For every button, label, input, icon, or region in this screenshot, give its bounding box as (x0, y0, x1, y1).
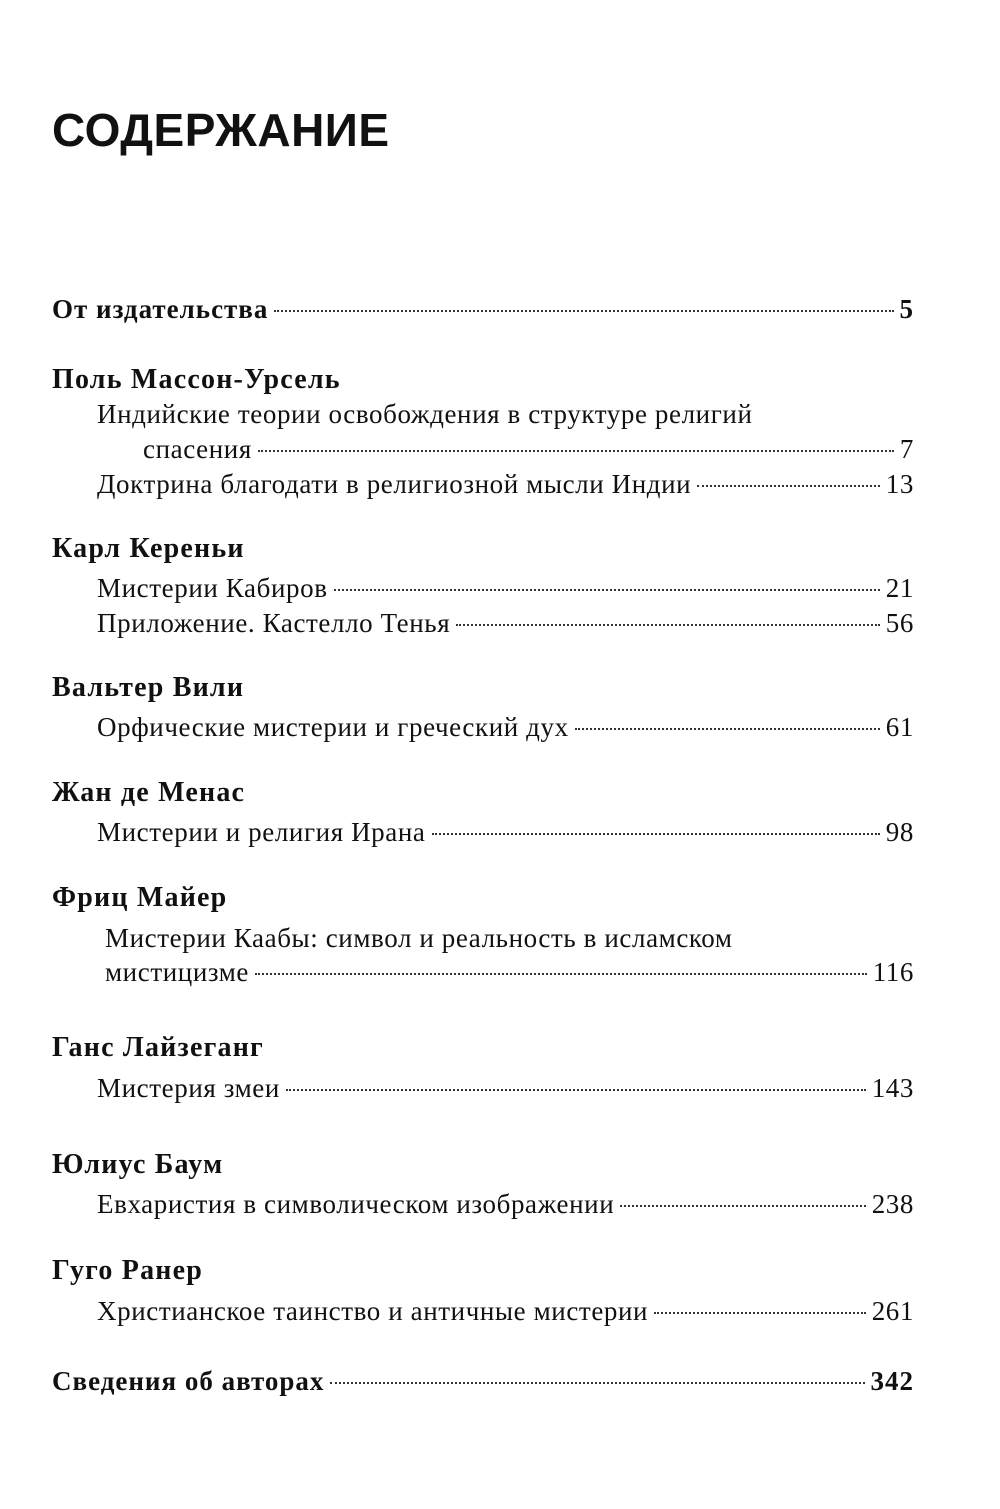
toc-page-number: 116 (872, 957, 914, 987)
author-heading: Юлиус Баум (52, 1149, 224, 1180)
toc-entry-label: Орфические мистерии и греческий дух (97, 712, 569, 742)
toc-page-number: 143 (871, 1073, 914, 1103)
dot-leader (697, 485, 880, 487)
dot-leader (456, 624, 880, 626)
toc-entry-label: От издательства (52, 294, 269, 324)
dot-leader (575, 728, 880, 730)
toc-page-number: 98 (885, 817, 914, 847)
toc-entry (97, 571, 914, 605)
toc-page-number: 21 (885, 573, 914, 603)
toc-entry (97, 710, 914, 744)
toc-entry-label: Мистерии Кабиров (97, 573, 328, 603)
toc-entry-label: Христианское таинство и античные мистерии (97, 1296, 649, 1326)
toc-entry-label: Доктрина благодати в религиозной мысли Индии (97, 469, 692, 499)
dot-leader (255, 973, 867, 975)
toc-entry (143, 432, 914, 466)
dot-leader (274, 310, 893, 312)
author-heading: Вальтер Вили (52, 672, 245, 703)
toc-page-number: 7 (899, 434, 914, 464)
dot-leader (258, 450, 894, 452)
toc-entry-label: мистицизме (105, 957, 250, 987)
page-title: СОДЕРЖАНИЕ (52, 104, 390, 156)
toc-entry (97, 1187, 914, 1221)
dot-leader (286, 1089, 866, 1091)
toc-entry-label: Евхаристия в символическом изображении (97, 1189, 615, 1219)
toc-entry-line: Индийские теории освобождения в структуре религий (97, 399, 753, 429)
toc-entry (105, 955, 914, 989)
toc-entry (97, 606, 914, 640)
toc-entry-label: Мистерии и религия Ирана (97, 817, 426, 847)
toc-entry-label: Мистерия змеи (97, 1073, 280, 1103)
toc-page-number: 261 (871, 1296, 914, 1326)
dot-leader (432, 833, 880, 835)
toc-entry-authors-info (52, 1364, 914, 1398)
toc-entry-label: Приложение. Кастелло Тенья (97, 608, 451, 638)
dot-leader (334, 589, 880, 591)
author-heading: Фриц Майер (52, 882, 228, 913)
author-heading: Карл Кереньи (52, 533, 245, 564)
author-heading: Ганс Лайзеганг (52, 1032, 264, 1063)
toc-entry (97, 467, 914, 501)
author-heading: Жан де Менас (52, 777, 246, 808)
author-heading: Поль Массон-Урсель (52, 364, 341, 395)
dot-leader (620, 1205, 865, 1207)
toc-entry (97, 815, 914, 849)
toc-entry-publisher (52, 292, 914, 326)
author-heading: Гуго Ранер (52, 1255, 204, 1286)
toc-page-number: 56 (885, 608, 914, 638)
toc-entry-label: спасения (143, 434, 252, 464)
toc-entry (97, 1071, 914, 1105)
toc-page-number: 61 (885, 712, 914, 742)
dot-leader (330, 1382, 864, 1384)
toc-entry-line: Мистерии Каабы: символ и реальность в исламском (105, 923, 733, 953)
dot-leader (654, 1312, 866, 1314)
toc-entry-label: Сведения об авторах (52, 1366, 325, 1396)
toc-page-number: 5 (899, 294, 914, 324)
toc-page-number: 13 (885, 469, 914, 499)
toc-page-number: 342 (870, 1366, 914, 1396)
toc-page-number: 238 (871, 1189, 914, 1219)
toc-entry (97, 1294, 914, 1328)
